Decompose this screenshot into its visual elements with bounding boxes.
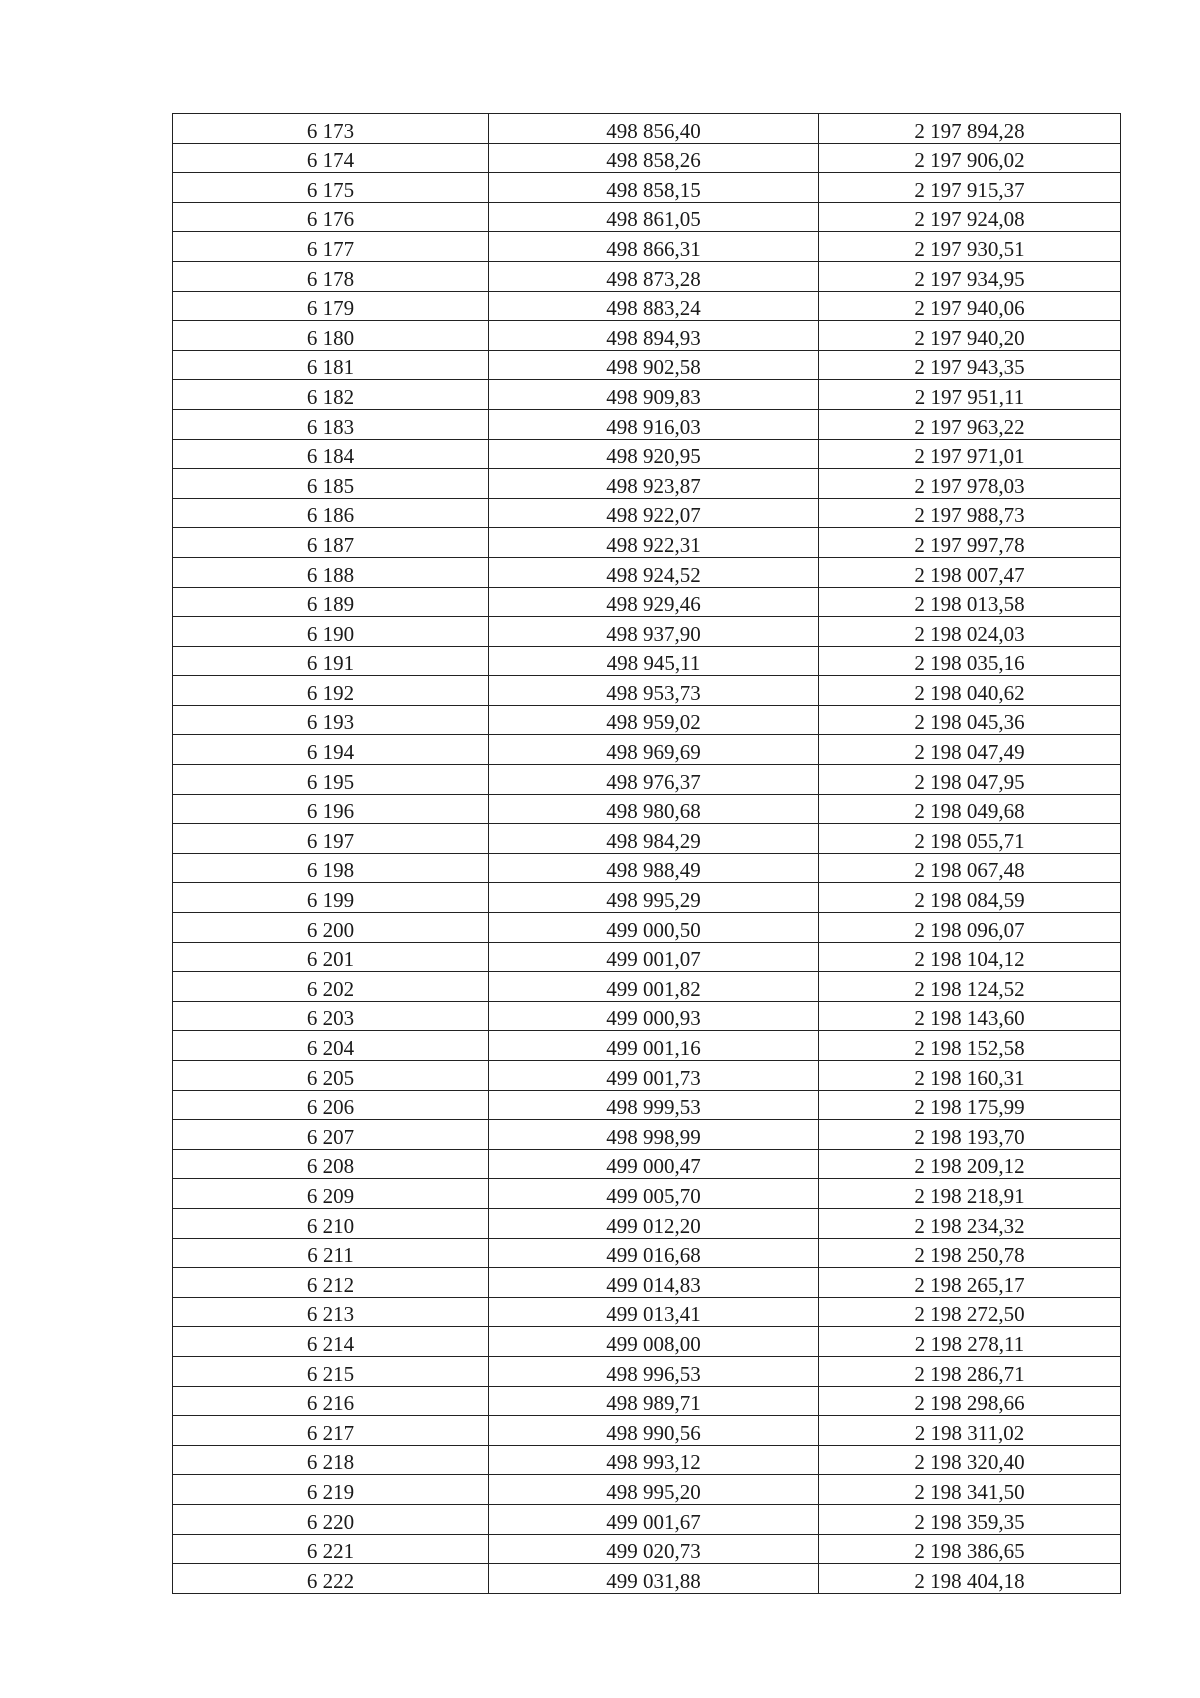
table-row bbox=[173, 1327, 1121, 1357]
y-coordinate-cell: 2 198 047,49 bbox=[819, 735, 1121, 765]
point-number-cell: 6 193 bbox=[173, 705, 489, 735]
x-coordinate-cell: 498 929,46 bbox=[489, 587, 819, 617]
x-coordinate-cell: 498 924,52 bbox=[489, 557, 819, 587]
y-coordinate-cell: 2 198 040,62 bbox=[819, 676, 1121, 706]
table-row bbox=[173, 617, 1121, 647]
x-coordinate-cell: 499 000,93 bbox=[489, 1001, 819, 1031]
table-row bbox=[173, 853, 1121, 883]
point-number-cell: 6 205 bbox=[173, 1061, 489, 1091]
x-coordinate-cell: 498 916,03 bbox=[489, 409, 819, 439]
x-coordinate-cell: 498 990,56 bbox=[489, 1416, 819, 1446]
point-number-cell: 6 190 bbox=[173, 617, 489, 647]
table-row bbox=[173, 972, 1121, 1002]
point-number-cell: 6 191 bbox=[173, 646, 489, 676]
table-row bbox=[173, 143, 1121, 173]
table-row bbox=[173, 705, 1121, 735]
y-coordinate-cell: 2 198 049,68 bbox=[819, 794, 1121, 824]
table-row bbox=[173, 1120, 1121, 1150]
point-number-cell: 6 221 bbox=[173, 1534, 489, 1564]
x-coordinate-cell: 498 856,40 bbox=[489, 114, 819, 144]
y-coordinate-cell: 2 198 193,70 bbox=[819, 1120, 1121, 1150]
y-coordinate-cell: 2 197 906,02 bbox=[819, 143, 1121, 173]
table-row bbox=[173, 794, 1121, 824]
y-coordinate-cell: 2 198 035,16 bbox=[819, 646, 1121, 676]
x-coordinate-cell: 498 989,71 bbox=[489, 1386, 819, 1416]
y-coordinate-cell: 2 198 359,35 bbox=[819, 1504, 1121, 1534]
x-coordinate-cell: 498 984,29 bbox=[489, 824, 819, 854]
y-coordinate-cell: 2 197 978,03 bbox=[819, 469, 1121, 499]
y-coordinate-cell: 2 197 934,95 bbox=[819, 261, 1121, 291]
y-coordinate-cell: 2 198 084,59 bbox=[819, 883, 1121, 913]
point-number-cell: 6 174 bbox=[173, 143, 489, 173]
point-number-cell: 6 208 bbox=[173, 1149, 489, 1179]
y-coordinate-cell: 2 198 286,71 bbox=[819, 1356, 1121, 1386]
table-row bbox=[173, 1356, 1121, 1386]
y-coordinate-cell: 2 198 047,95 bbox=[819, 765, 1121, 795]
table-row bbox=[173, 321, 1121, 351]
point-number-cell: 6 203 bbox=[173, 1001, 489, 1031]
point-number-cell: 6 186 bbox=[173, 498, 489, 528]
y-coordinate-cell: 2 197 930,51 bbox=[819, 232, 1121, 262]
x-coordinate-cell: 498 969,69 bbox=[489, 735, 819, 765]
y-coordinate-cell: 2 197 894,28 bbox=[819, 114, 1121, 144]
y-coordinate-cell: 2 198 045,36 bbox=[819, 705, 1121, 735]
table-row bbox=[173, 913, 1121, 943]
point-number-cell: 6 214 bbox=[173, 1327, 489, 1357]
y-coordinate-cell: 2 198 160,31 bbox=[819, 1061, 1121, 1091]
table-row bbox=[173, 1564, 1121, 1594]
x-coordinate-cell: 498 945,11 bbox=[489, 646, 819, 676]
point-number-cell: 6 213 bbox=[173, 1297, 489, 1327]
x-coordinate-cell: 498 894,93 bbox=[489, 321, 819, 351]
y-coordinate-cell: 2 198 320,40 bbox=[819, 1445, 1121, 1475]
x-coordinate-cell: 498 995,20 bbox=[489, 1475, 819, 1505]
y-coordinate-cell: 2 197 924,08 bbox=[819, 202, 1121, 232]
x-coordinate-cell: 498 993,12 bbox=[489, 1445, 819, 1475]
table-row bbox=[173, 1090, 1121, 1120]
table-row bbox=[173, 232, 1121, 262]
point-number-cell: 6 220 bbox=[173, 1504, 489, 1534]
point-number-cell: 6 204 bbox=[173, 1031, 489, 1061]
y-coordinate-cell: 2 197 940,06 bbox=[819, 291, 1121, 321]
y-coordinate-cell: 2 198 055,71 bbox=[819, 824, 1121, 854]
x-coordinate-cell: 498 861,05 bbox=[489, 202, 819, 232]
point-number-cell: 6 218 bbox=[173, 1445, 489, 1475]
y-coordinate-cell: 2 197 943,35 bbox=[819, 350, 1121, 380]
x-coordinate-cell: 498 996,53 bbox=[489, 1356, 819, 1386]
y-coordinate-cell: 2 197 988,73 bbox=[819, 498, 1121, 528]
table-row bbox=[173, 735, 1121, 765]
table-row bbox=[173, 587, 1121, 617]
table-row bbox=[173, 409, 1121, 439]
table-row bbox=[173, 1475, 1121, 1505]
y-coordinate-cell: 2 197 963,22 bbox=[819, 409, 1121, 439]
x-coordinate-cell: 498 858,15 bbox=[489, 173, 819, 203]
y-coordinate-cell: 2 198 175,99 bbox=[819, 1090, 1121, 1120]
point-number-cell: 6 192 bbox=[173, 676, 489, 706]
y-coordinate-cell: 2 198 104,12 bbox=[819, 942, 1121, 972]
point-number-cell: 6 178 bbox=[173, 261, 489, 291]
y-coordinate-cell: 2 198 386,65 bbox=[819, 1534, 1121, 1564]
x-coordinate-cell: 498 995,29 bbox=[489, 883, 819, 913]
x-coordinate-cell: 499 001,16 bbox=[489, 1031, 819, 1061]
x-coordinate-cell: 499 016,68 bbox=[489, 1238, 819, 1268]
point-number-cell: 6 195 bbox=[173, 765, 489, 795]
x-coordinate-cell: 499 001,67 bbox=[489, 1504, 819, 1534]
table-row bbox=[173, 1534, 1121, 1564]
x-coordinate-cell: 499 001,82 bbox=[489, 972, 819, 1002]
y-coordinate-cell: 2 197 915,37 bbox=[819, 173, 1121, 203]
table-row bbox=[173, 469, 1121, 499]
table-row bbox=[173, 1238, 1121, 1268]
x-coordinate-cell: 498 920,95 bbox=[489, 439, 819, 469]
x-coordinate-cell: 498 988,49 bbox=[489, 853, 819, 883]
y-coordinate-cell: 2 198 234,32 bbox=[819, 1208, 1121, 1238]
y-coordinate-cell: 2 198 096,07 bbox=[819, 913, 1121, 943]
x-coordinate-cell: 499 020,73 bbox=[489, 1534, 819, 1564]
table-row bbox=[173, 557, 1121, 587]
point-number-cell: 6 206 bbox=[173, 1090, 489, 1120]
point-number-cell: 6 209 bbox=[173, 1179, 489, 1209]
point-number-cell: 6 211 bbox=[173, 1238, 489, 1268]
point-number-cell: 6 182 bbox=[173, 380, 489, 410]
x-coordinate-cell: 499 013,41 bbox=[489, 1297, 819, 1327]
y-coordinate-cell: 2 198 298,66 bbox=[819, 1386, 1121, 1416]
point-number-cell: 6 173 bbox=[173, 114, 489, 144]
point-number-cell: 6 180 bbox=[173, 321, 489, 351]
x-coordinate-cell: 498 999,53 bbox=[489, 1090, 819, 1120]
x-coordinate-cell: 499 031,88 bbox=[489, 1564, 819, 1594]
table-row bbox=[173, 1504, 1121, 1534]
y-coordinate-cell: 2 198 209,12 bbox=[819, 1149, 1121, 1179]
table-row bbox=[173, 1445, 1121, 1475]
coordinates-table bbox=[172, 113, 1121, 1594]
y-coordinate-cell: 2 198 311,02 bbox=[819, 1416, 1121, 1446]
x-coordinate-cell: 499 001,07 bbox=[489, 942, 819, 972]
point-number-cell: 6 219 bbox=[173, 1475, 489, 1505]
point-number-cell: 6 189 bbox=[173, 587, 489, 617]
point-number-cell: 6 215 bbox=[173, 1356, 489, 1386]
x-coordinate-cell: 499 008,00 bbox=[489, 1327, 819, 1357]
x-coordinate-cell: 498 922,07 bbox=[489, 498, 819, 528]
y-coordinate-cell: 2 198 143,60 bbox=[819, 1001, 1121, 1031]
table-row bbox=[173, 439, 1121, 469]
coordinates-table-body bbox=[173, 114, 1121, 1594]
point-number-cell: 6 198 bbox=[173, 853, 489, 883]
x-coordinate-cell: 498 937,90 bbox=[489, 617, 819, 647]
point-number-cell: 6 196 bbox=[173, 794, 489, 824]
table-row bbox=[173, 1208, 1121, 1238]
y-coordinate-cell: 2 198 404,18 bbox=[819, 1564, 1121, 1594]
table-row bbox=[173, 114, 1121, 144]
table-row bbox=[173, 1179, 1121, 1209]
point-number-cell: 6 212 bbox=[173, 1268, 489, 1298]
table-row bbox=[173, 824, 1121, 854]
table-row bbox=[173, 498, 1121, 528]
point-number-cell: 6 184 bbox=[173, 439, 489, 469]
table-row bbox=[173, 380, 1121, 410]
point-number-cell: 6 179 bbox=[173, 291, 489, 321]
y-coordinate-cell: 2 198 265,17 bbox=[819, 1268, 1121, 1298]
x-coordinate-cell: 498 858,26 bbox=[489, 143, 819, 173]
y-coordinate-cell: 2 198 124,52 bbox=[819, 972, 1121, 1002]
y-coordinate-cell: 2 198 067,48 bbox=[819, 853, 1121, 883]
table-row bbox=[173, 1061, 1121, 1091]
x-coordinate-cell: 498 909,83 bbox=[489, 380, 819, 410]
table-row bbox=[173, 261, 1121, 291]
x-coordinate-cell: 498 953,73 bbox=[489, 676, 819, 706]
point-number-cell: 6 200 bbox=[173, 913, 489, 943]
table-row bbox=[173, 528, 1121, 558]
x-coordinate-cell: 499 000,50 bbox=[489, 913, 819, 943]
x-coordinate-cell: 498 883,24 bbox=[489, 291, 819, 321]
point-number-cell: 6 210 bbox=[173, 1208, 489, 1238]
y-coordinate-cell: 2 198 250,78 bbox=[819, 1238, 1121, 1268]
x-coordinate-cell: 499 012,20 bbox=[489, 1208, 819, 1238]
y-coordinate-cell: 2 198 278,11 bbox=[819, 1327, 1121, 1357]
table-row bbox=[173, 1031, 1121, 1061]
table-row bbox=[173, 202, 1121, 232]
point-number-cell: 6 197 bbox=[173, 824, 489, 854]
y-coordinate-cell: 2 198 013,58 bbox=[819, 587, 1121, 617]
table-row bbox=[173, 942, 1121, 972]
x-coordinate-cell: 499 014,83 bbox=[489, 1268, 819, 1298]
point-number-cell: 6 199 bbox=[173, 883, 489, 913]
y-coordinate-cell: 2 197 997,78 bbox=[819, 528, 1121, 558]
x-coordinate-cell: 498 873,28 bbox=[489, 261, 819, 291]
x-coordinate-cell: 498 980,68 bbox=[489, 794, 819, 824]
point-number-cell: 6 188 bbox=[173, 557, 489, 587]
table-row bbox=[173, 1001, 1121, 1031]
x-coordinate-cell: 498 959,02 bbox=[489, 705, 819, 735]
x-coordinate-cell: 498 922,31 bbox=[489, 528, 819, 558]
x-coordinate-cell: 499 005,70 bbox=[489, 1179, 819, 1209]
point-number-cell: 6 176 bbox=[173, 202, 489, 232]
point-number-cell: 6 194 bbox=[173, 735, 489, 765]
y-coordinate-cell: 2 197 971,01 bbox=[819, 439, 1121, 469]
table-row bbox=[173, 173, 1121, 203]
table-row bbox=[173, 1149, 1121, 1179]
y-coordinate-cell: 2 198 007,47 bbox=[819, 557, 1121, 587]
table-row bbox=[173, 646, 1121, 676]
point-number-cell: 6 187 bbox=[173, 528, 489, 558]
point-number-cell: 6 185 bbox=[173, 469, 489, 499]
point-number-cell: 6 222 bbox=[173, 1564, 489, 1594]
y-coordinate-cell: 2 198 152,58 bbox=[819, 1031, 1121, 1061]
table-row bbox=[173, 883, 1121, 913]
point-number-cell: 6 175 bbox=[173, 173, 489, 203]
point-number-cell: 6 217 bbox=[173, 1416, 489, 1446]
table-row bbox=[173, 1386, 1121, 1416]
x-coordinate-cell: 498 998,99 bbox=[489, 1120, 819, 1150]
point-number-cell: 6 183 bbox=[173, 409, 489, 439]
x-coordinate-cell: 499 000,47 bbox=[489, 1149, 819, 1179]
point-number-cell: 6 181 bbox=[173, 350, 489, 380]
x-coordinate-cell: 498 902,58 bbox=[489, 350, 819, 380]
y-coordinate-cell: 2 198 024,03 bbox=[819, 617, 1121, 647]
point-number-cell: 6 177 bbox=[173, 232, 489, 262]
y-coordinate-cell: 2 198 341,50 bbox=[819, 1475, 1121, 1505]
x-coordinate-cell: 498 976,37 bbox=[489, 765, 819, 795]
y-coordinate-cell: 2 198 218,91 bbox=[819, 1179, 1121, 1209]
y-coordinate-cell: 2 198 272,50 bbox=[819, 1297, 1121, 1327]
point-number-cell: 6 201 bbox=[173, 942, 489, 972]
point-number-cell: 6 207 bbox=[173, 1120, 489, 1150]
table-row bbox=[173, 350, 1121, 380]
x-coordinate-cell: 498 866,31 bbox=[489, 232, 819, 262]
table-row bbox=[173, 291, 1121, 321]
table-row bbox=[173, 676, 1121, 706]
point-number-cell: 6 202 bbox=[173, 972, 489, 1002]
y-coordinate-cell: 2 197 940,20 bbox=[819, 321, 1121, 351]
y-coordinate-cell: 2 197 951,11 bbox=[819, 380, 1121, 410]
x-coordinate-cell: 498 923,87 bbox=[489, 469, 819, 499]
table-row bbox=[173, 1297, 1121, 1327]
point-number-cell: 6 216 bbox=[173, 1386, 489, 1416]
table-row bbox=[173, 1268, 1121, 1298]
table-row bbox=[173, 765, 1121, 795]
table-row bbox=[173, 1416, 1121, 1446]
x-coordinate-cell: 499 001,73 bbox=[489, 1061, 819, 1091]
